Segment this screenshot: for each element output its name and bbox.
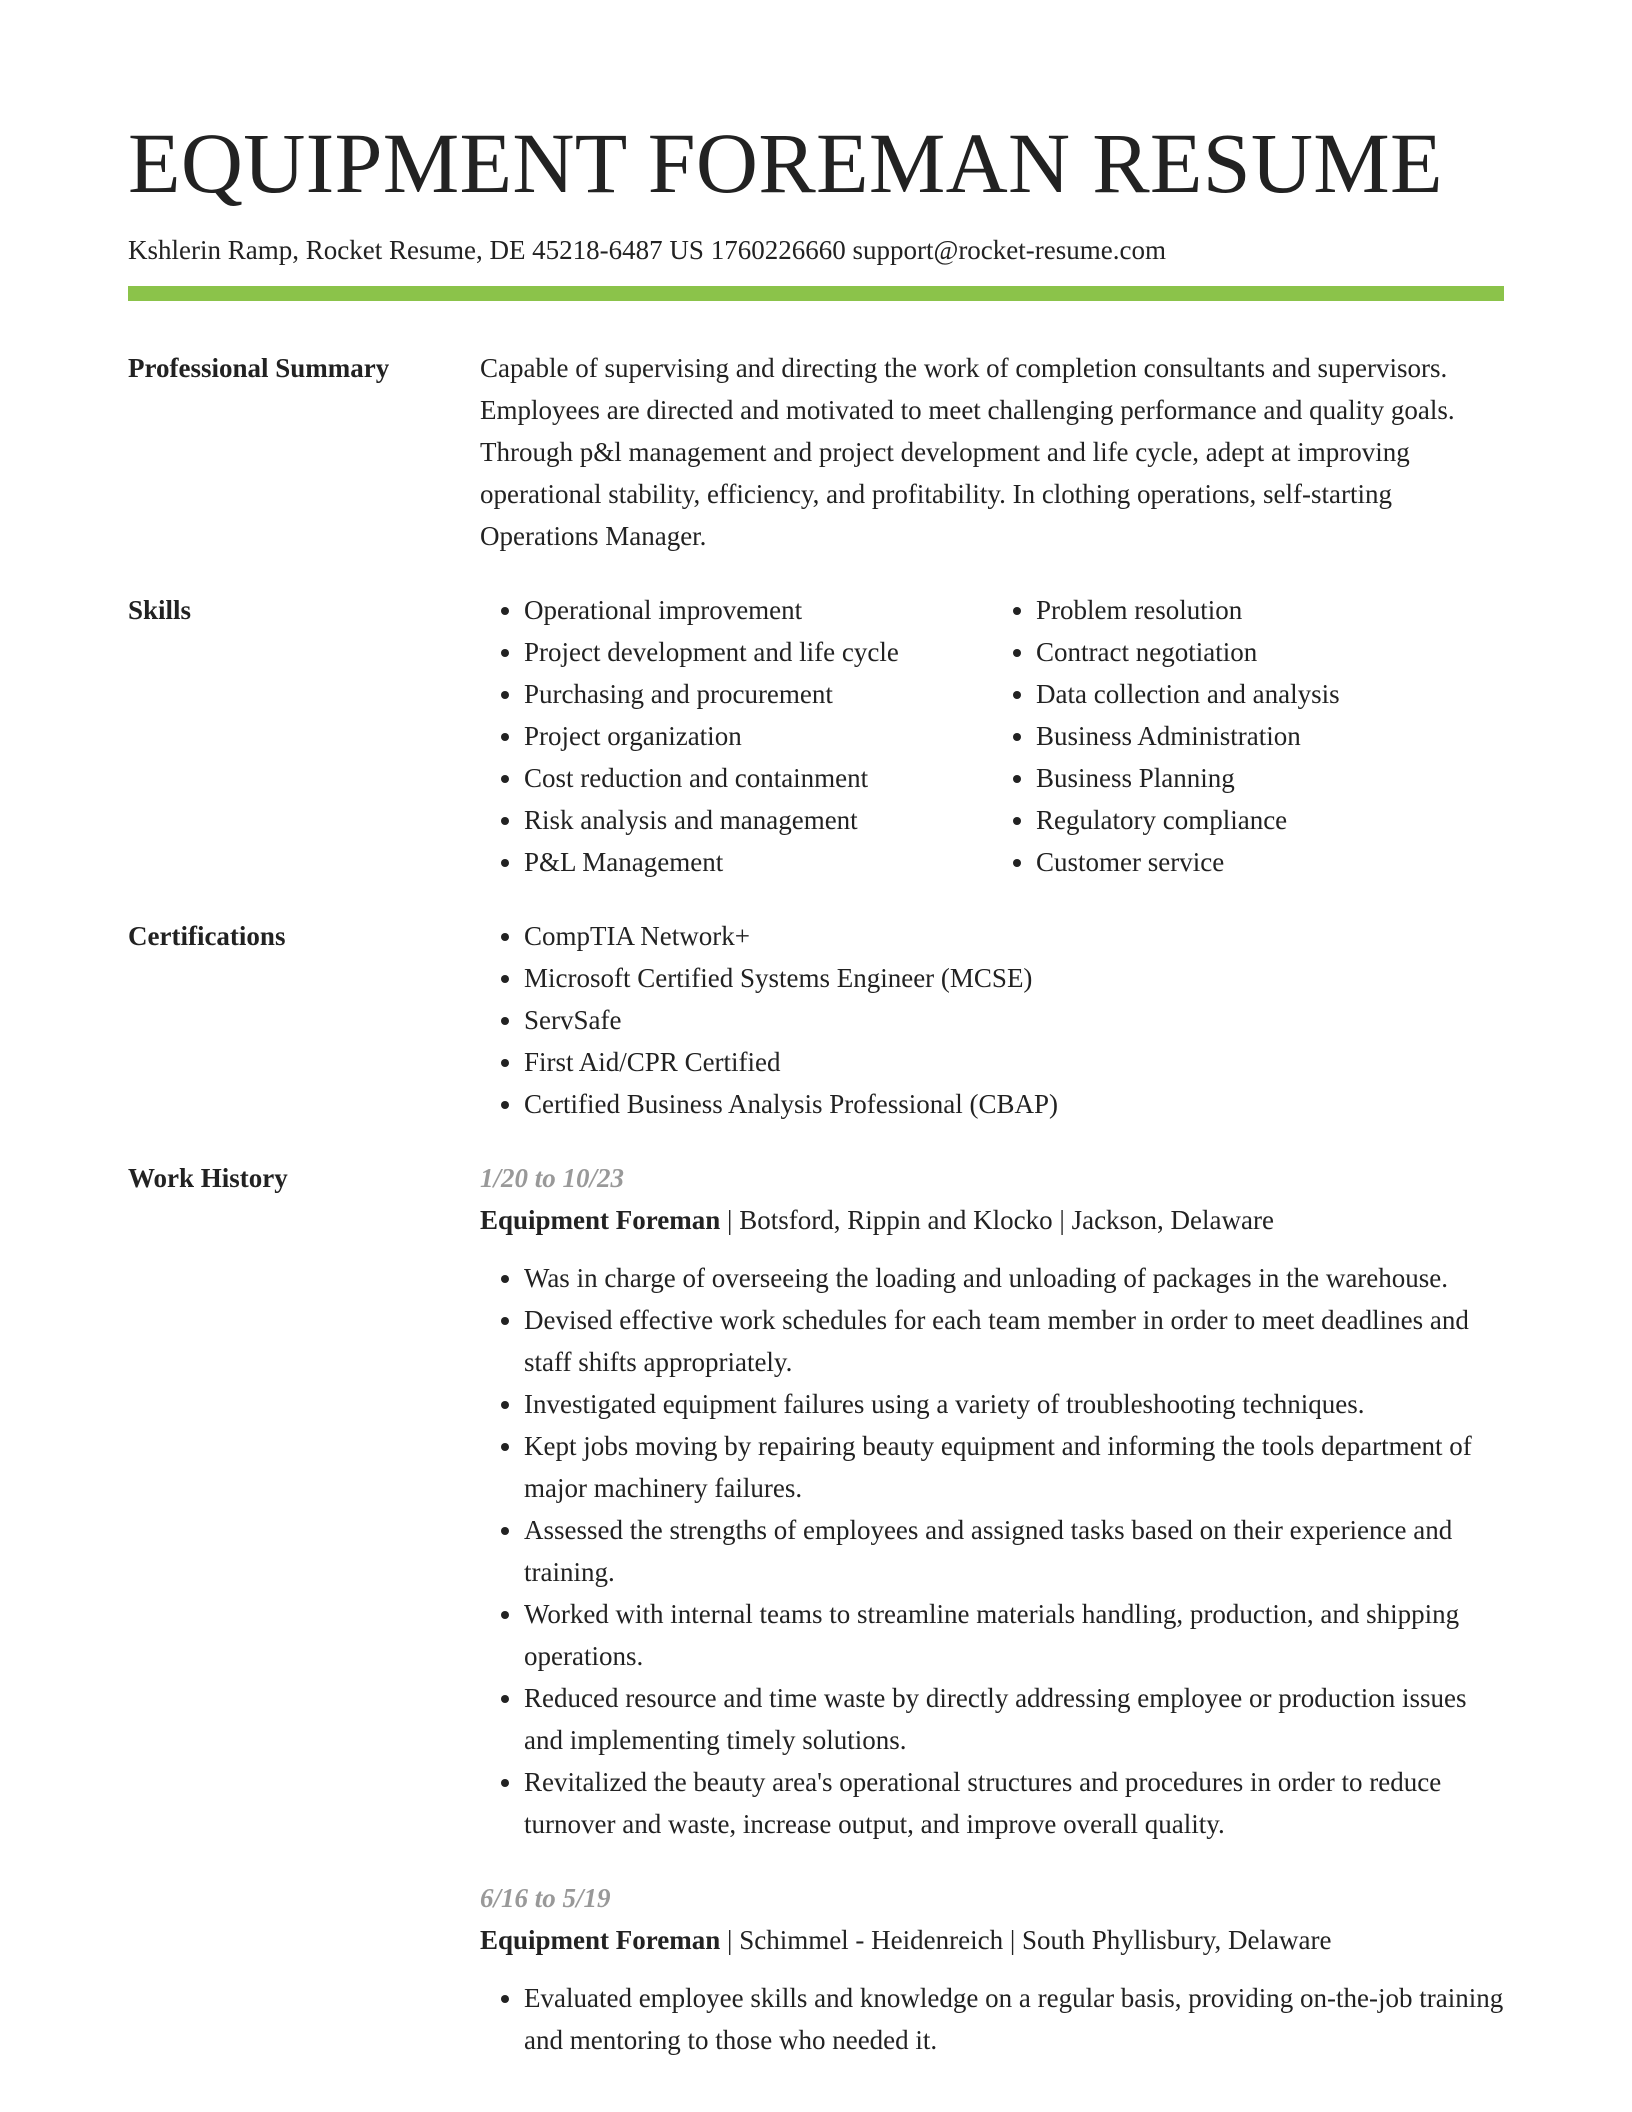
job-duty-item: • Worked with internal teams to streamline materials handling, production, and shipping operations. bbox=[524, 1593, 1504, 1677]
skill-item: • Cost reduction and containment bbox=[524, 757, 992, 799]
skills-list-left bbox=[480, 589, 992, 883]
job-duty-item: • Kept jobs moving by repairing beauty equipment and informing the tools department of major machinery failures. bbox=[524, 1425, 1504, 1509]
certification-item: • CompTIA Network+ bbox=[524, 915, 1504, 957]
job-dates: 6/16 to 5/19 bbox=[480, 1883, 611, 1913]
skill-item: • Problem resolution bbox=[1036, 589, 1504, 631]
skills-label: Skills bbox=[128, 595, 192, 625]
certifications-list bbox=[480, 915, 1504, 1125]
job-duties-list bbox=[480, 1977, 1504, 2061]
skill-item: • Business Administration bbox=[1036, 715, 1504, 757]
skill-item: • Purchasing and procurement bbox=[524, 673, 992, 715]
certification-item: • Certified Business Analysis Professional (CBAP) bbox=[524, 1083, 1504, 1125]
certifications-label: Certifications bbox=[128, 921, 286, 951]
page-title: EQUIPMENT FOREMAN RESUME bbox=[128, 115, 1443, 211]
skill-item: • Operational improvement bbox=[524, 589, 992, 631]
skill-item: • Contract negotiation bbox=[1036, 631, 1504, 673]
job-heading: Equipment Foreman | Schimmel - Heidenreich | South Phyllisbury, Delaware bbox=[480, 1925, 1332, 1955]
skill-item: • Risk analysis and management bbox=[524, 799, 992, 841]
work-history-label: Work History bbox=[128, 1163, 288, 1193]
job-location: Jackson, Delaware bbox=[1071, 1205, 1274, 1235]
work-history-body bbox=[480, 1157, 1504, 2093]
job-duty-item: • Devised effective work schedules for each team member in order to meet deadlines and staff shifts appropriately. bbox=[524, 1299, 1504, 1383]
summary-body bbox=[480, 347, 1504, 557]
job-duty-item: • Was in charge of overseeing the loading and unloading of packages in the warehouse. bbox=[524, 1257, 1504, 1299]
skill-item: • Project development and life cycle bbox=[524, 631, 992, 673]
job-duty-item: • Investigated equipment failures using a variety of troubleshooting techniques. bbox=[524, 1383, 1504, 1425]
skills-body bbox=[480, 589, 1504, 883]
header-divider bbox=[128, 286, 1504, 301]
certification-item: • ServSafe bbox=[524, 999, 1504, 1041]
job-company: Botsford, Rippin and Klocko bbox=[739, 1205, 1053, 1235]
job-entry bbox=[480, 1157, 1504, 1845]
skills-list-right bbox=[992, 589, 1504, 883]
contact-address: Kshlerin Ramp, Rocket Resume, DE 45218-6487 US bbox=[128, 235, 704, 265]
job-duty-item: • Reduced resource and time waste by directly addressing employee or production issues and implementing timely solutions. bbox=[524, 1677, 1504, 1761]
skill-item: • Regulatory compliance bbox=[1036, 799, 1504, 841]
job-duties-list bbox=[480, 1257, 1504, 1845]
certification-item: • First Aid/CPR Certified bbox=[524, 1041, 1504, 1083]
job-company: Schimmel - Heidenreich bbox=[739, 1925, 1004, 1955]
job-dates: 1/20 to 10/23 bbox=[480, 1163, 625, 1193]
contact-line bbox=[128, 233, 1166, 267]
job-heading: Equipment Foreman | Botsford, Rippin and Klocko | Jackson, Delaware bbox=[480, 1205, 1274, 1235]
job-title: Equipment Foreman bbox=[480, 1205, 721, 1235]
job-duty-item: • Revitalized the beauty area's operational structures and procedures in order to reduce turnover and waste, increase output, and improve overall quality. bbox=[524, 1761, 1504, 1845]
certification-item: • Microsoft Certified Systems Engineer (MCSE) bbox=[524, 957, 1504, 999]
job-duty-item: • Evaluated employee skills and knowledge on a regular basis, providing on-the-job training and mentoring to those who needed it. bbox=[524, 1977, 1504, 2061]
certifications-body bbox=[480, 915, 1504, 1125]
job-duty-item: • Assessed the strengths of employees and assigned tasks based on their experience and training. bbox=[524, 1509, 1504, 1593]
contact-email: support@rocket-resume.com bbox=[852, 235, 1166, 265]
skill-item: • P&L Management bbox=[524, 841, 992, 883]
summary-label: Professional Summary bbox=[128, 353, 390, 383]
skill-item: • Business Planning bbox=[1036, 757, 1504, 799]
job-location: South Phyllisbury, Delaware bbox=[1022, 1925, 1332, 1955]
job-title: Equipment Foreman bbox=[480, 1925, 721, 1955]
contact-phone: 1760226660 bbox=[710, 235, 846, 265]
skill-item: • Customer service bbox=[1036, 841, 1504, 883]
skill-item: • Project organization bbox=[524, 715, 992, 757]
skill-item: • Data collection and analysis bbox=[1036, 673, 1504, 715]
job-entry bbox=[480, 1877, 1504, 2061]
summary-text: Capable of supervising and directing the work of completion consultants and supervisors. Employees are directed and motivated to meet challenging performance and quality goals. Through p&l management and project development and life cycle, adept at improving operational stability, efficiency, and profitability. In clothing operations, self-starting Operations Manager. bbox=[480, 353, 1455, 551]
